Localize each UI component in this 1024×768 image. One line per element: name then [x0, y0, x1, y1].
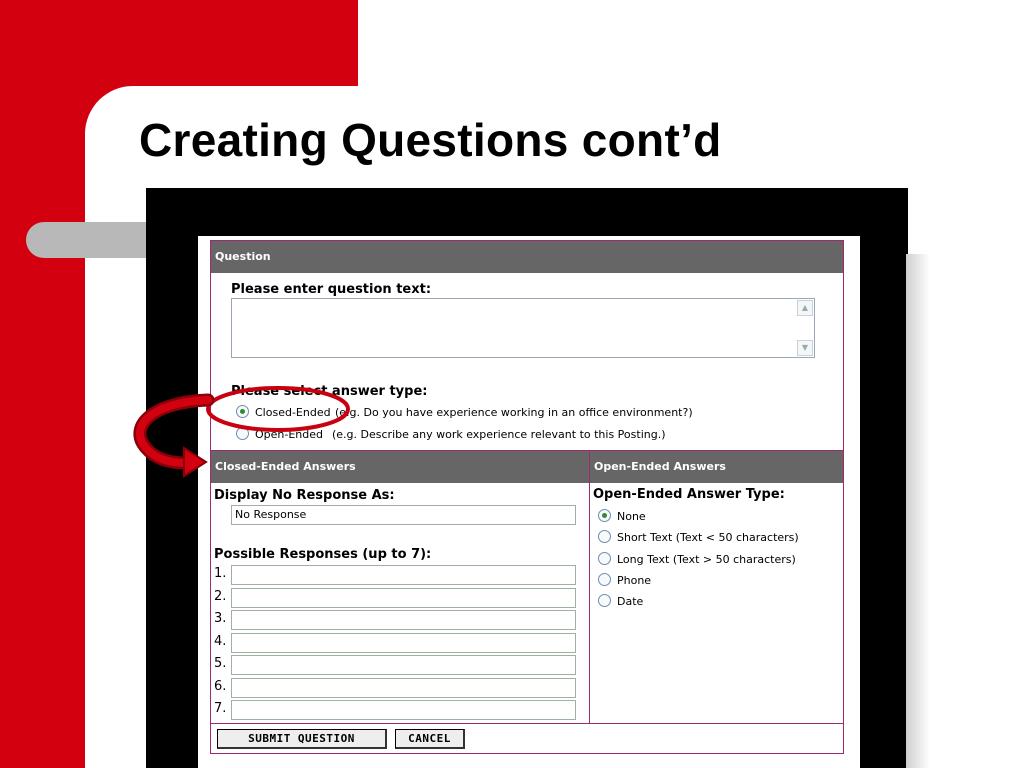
question-section-header: Question	[211, 241, 843, 273]
response-number: 1.	[214, 566, 227, 581]
open-type-radio-2[interactable]	[598, 530, 611, 543]
open-type-radio-1[interactable]	[598, 509, 611, 522]
response-number: 5.	[214, 656, 227, 671]
submit-question-button[interactable]: SUBMIT QUESTION	[217, 729, 387, 749]
column-divider	[589, 450, 590, 723]
closed-ended-radio[interactable]	[236, 405, 249, 418]
response-number: 6.	[214, 678, 227, 694]
possible-responses-label: Possible Responses (up to 7):	[214, 547, 432, 562]
answer-type-label: Please select answer type:	[231, 384, 428, 399]
open-type-radio-5[interactable]	[598, 594, 611, 607]
open-ended-example: (e.g. Describe any work experience relevant to this Posting.)	[332, 428, 666, 441]
frame-shadow	[906, 254, 930, 768]
open-type-radio-4[interactable]	[598, 573, 611, 586]
scroll-up-icon[interactable]: ▲	[797, 300, 813, 316]
response-number: 4.	[214, 633, 227, 649]
cancel-button[interactable]: CANCEL	[395, 729, 465, 749]
response-input-5[interactable]	[231, 655, 576, 675]
scroll-down-icon[interactable]: ▼	[797, 340, 813, 356]
open-type-radio-3[interactable]	[598, 552, 611, 565]
question-form	[210, 240, 844, 754]
response-number: 2.	[214, 588, 227, 604]
response-input-7[interactable]	[231, 700, 576, 720]
open-type-label-5: Date	[617, 595, 644, 609]
no-response-label: Display No Response As:	[214, 488, 395, 503]
response-number: 3.	[214, 611, 227, 626]
response-input-6[interactable]	[231, 678, 576, 698]
closed-ended-label: Closed-Ended	[255, 406, 331, 419]
open-type-label-3: Long Text (Text > 50 characters)	[617, 552, 796, 566]
no-response-input[interactable]: No Response	[231, 505, 576, 525]
closed-ended-header: Closed-Ended Answers	[211, 451, 589, 483]
response-input-1[interactable]	[231, 565, 576, 585]
response-input-2[interactable]	[231, 588, 576, 608]
open-type-label-2: Short Text (Text < 50 characters)	[617, 531, 799, 545]
response-number: 7.	[214, 701, 227, 716]
open-ended-type-label: Open-Ended Answer Type:	[593, 487, 785, 502]
open-ended-header: Open-Ended Answers	[590, 451, 843, 483]
open-ended-label: Open-Ended	[255, 428, 324, 441]
closed-ended-example: (e.g. Do you have experience working in an office environment?)	[335, 406, 693, 419]
footer-divider	[211, 723, 843, 724]
response-input-3[interactable]	[231, 610, 576, 630]
question-text-label: Please enter question text:	[231, 282, 432, 297]
response-input-4[interactable]	[231, 633, 576, 653]
open-type-label-4: Phone	[617, 573, 652, 587]
slide-title: Creating Questions cont’d	[139, 114, 722, 166]
open-ended-radio[interactable]	[236, 427, 249, 440]
question-text-input[interactable]	[231, 298, 815, 358]
open-type-label-1: None	[617, 510, 646, 523]
